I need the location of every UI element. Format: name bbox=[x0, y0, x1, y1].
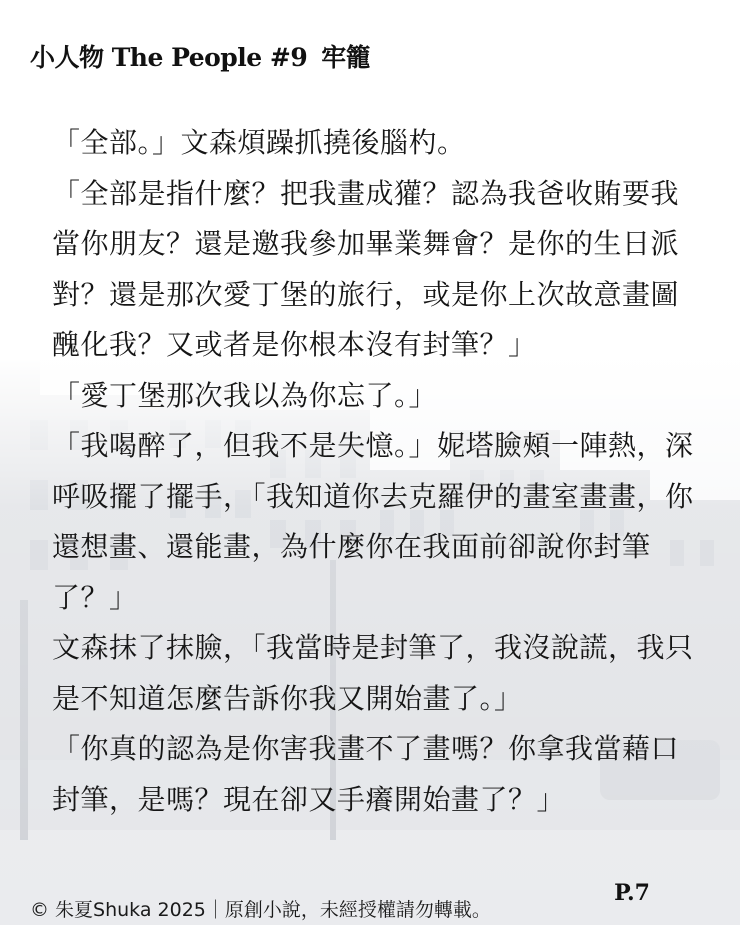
paragraph: 文森抹了抹臉，「我當時是封筆了，我沒說謊，我只是不知道怎麼告訴你我又開始畫了。」 bbox=[52, 631, 694, 715]
series-title: 小人物 The People #9 bbox=[30, 43, 308, 72]
page-title bbox=[30, 38, 370, 74]
paragraph: 「我喝醉了，但我不是失憶。」妮塔臉頰一陣熱，深呼吸擺了擺手，「我知道你去克羅伊的畫室畫畫，你還想畫、還能畫，為什麼你在我面前卻說你封筆了？」 bbox=[52, 429, 694, 614]
paragraph: 「你真的認為是你害我畫不了畫嗎？你拿我當藉口封筆，是嗎？現在卻又手癢開始畫了？」 bbox=[52, 732, 680, 816]
paragraph: 「全部是指什麼？把我畫成獾？認為我爸收賄要我當你朋友？還是邀我參加畢業舞會？是你的生日派對？還是那次愛丁堡的旅行，或是你上次故意畫圖醜化我？又或者是你根本沒有封筆？」 bbox=[52, 176, 680, 361]
story-text bbox=[52, 118, 702, 825]
chapter-title: 牢籠 bbox=[321, 43, 371, 72]
paragraph: 「愛丁堡那次我以為你忘了。」 bbox=[52, 378, 438, 412]
page-number: P.7 bbox=[614, 880, 650, 906]
copyright-notice: © 朱夏Shuka 2025｜原創小說，未經授權請勿轉載。 bbox=[30, 899, 491, 921]
paragraph: 「全部。」文森煩躁抓撓後腦杓。 bbox=[52, 126, 466, 159]
